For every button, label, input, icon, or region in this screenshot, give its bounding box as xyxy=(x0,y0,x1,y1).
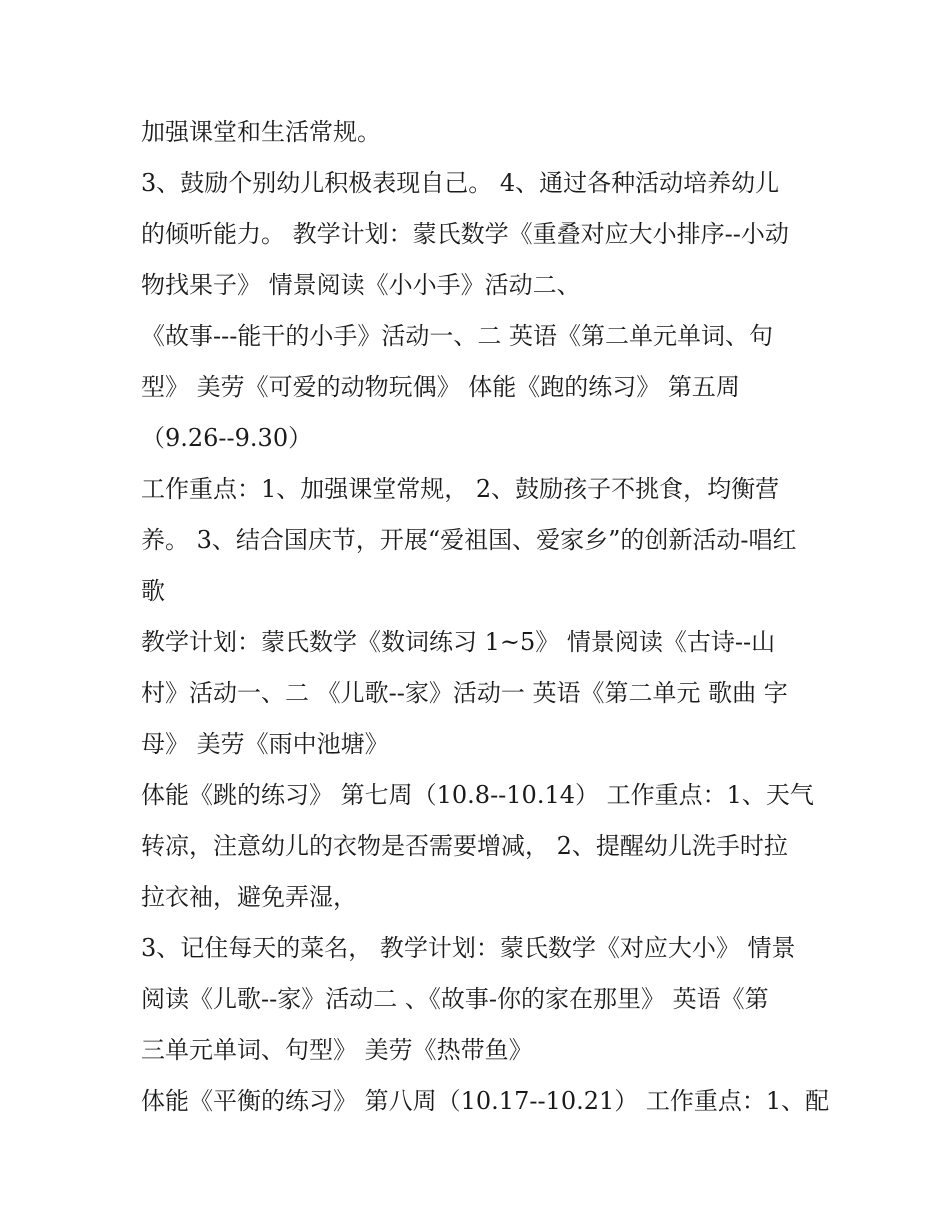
text-line: 转凉，注意幼儿的衣物是否需要增减， 2、提醒幼儿洗手时拉 xyxy=(141,832,788,860)
text-line: 体能《平衡的练习》 第八周（10.17--10.21） 工作重点：1、配 xyxy=(141,1087,830,1115)
text-line: 母》 美劳《雨中池塘》 xyxy=(141,730,389,758)
text-line: 型》 美劳《可爱的动物玩偶》 体能《跑的练习》 第五周 xyxy=(141,373,740,401)
text-line: 教学计划：蒙氏数学《数词练习 1~5》 情景阅读《古诗--山 xyxy=(141,628,776,656)
text-line: 《故事---能干的小手》活动一、二 英语《第二单元单词、句 xyxy=(141,322,773,350)
text-line: 物找果子》 情景阅读《小小手》活动二、 xyxy=(141,271,581,299)
text-line: 养。 3、结合国庆节，开展“爱祖国、爱家乡”的创新活动-唱红 xyxy=(141,526,797,554)
text-line: 歌 xyxy=(141,577,165,605)
text-line: 体能《跳的练习》 第七周（10.8--10.14） 工作重点：1、天气 xyxy=(141,781,814,809)
text-line: 拉衣袖，避免弄湿， xyxy=(141,883,357,911)
text-line: 加强课堂和生活常规。 xyxy=(141,118,381,146)
text-line: 阅读《儿歌--家》活动二 、《故事-你的家在那里》 英语《第 xyxy=(141,985,769,1013)
text-line: 三单元单词、句型》 美劳《热带鱼》 xyxy=(141,1036,533,1064)
text-line: 村》活动一、二 《儿歌--家》活动一 英语《第二单元 歌曲 字 xyxy=(141,679,788,707)
text-line: 3、鼓励个别幼儿积极表现自己。 4、通过各种活动培养幼儿 xyxy=(141,169,780,197)
text-line: 3、记住每天的菜名， 教学计划：蒙氏数学《对应大小》 情景 xyxy=(141,934,796,962)
text-line: 工作重点：1、加强课堂常规， 2、鼓励孩子不挑食，均衡营 xyxy=(141,475,780,503)
document-body xyxy=(141,107,830,1127)
text-line: （9.26--9.30） xyxy=(141,424,313,452)
text-line: 的倾听能力。 教学计划：蒙氏数学《重叠对应大小排序--小动 xyxy=(141,220,789,248)
